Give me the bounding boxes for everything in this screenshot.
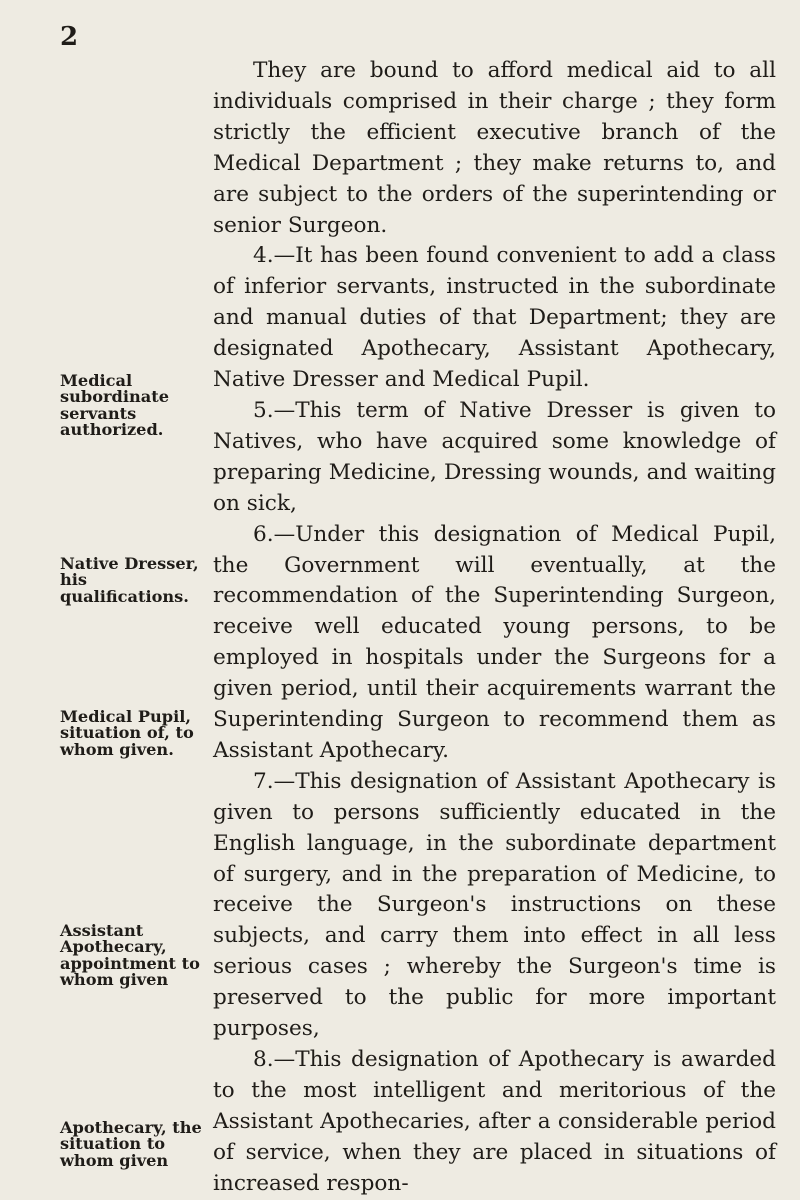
body-text <box>213 56 776 1200</box>
margin-note-assistant-apothecary: Assistant Apothecary, appointment to whom given <box>60 921 200 990</box>
margin-note-medical-subordinates: Medical subordinate servants authorized. <box>60 371 170 440</box>
paragraph-7: 7.—This designation of Assistant Apothecary is given to persons sufficiently educated in the English language, in the subordinate department of surgery, and in the preparation of Medicine, to receive the Surgeon's instructions on these subjects, and carry them into effect in all less serious cases ; whereby the Surgeon's time is preserved to the public for more important purposes, <box>213 768 776 1042</box>
margin-note-medical-pupil: Medical Pupil, situation of, to whom given. <box>60 707 194 759</box>
paragraph-6: 6.—Under this designation of Medical Pupil, the Government will eventually, at the recommendation of the Superintending Surgeon, receive well educated young persons, to be employed in hospitals under the Surgeons for a given period, until their acquirements warrant the Superintending Surgeon to recommend them as Assistant Apothecary. <box>213 521 776 763</box>
margin-note-native-dresser: Native Dresser, his qualifications. <box>60 554 199 606</box>
paragraph-5: 5.—This term of Native Dresser is given to Natives, who have acquired some knowledge of preparing Medicine, Dressing wounds, and waiting on sick, <box>213 397 776 516</box>
paragraph-8: 8.—This designation of Apothecary is awarded to the most intelligent and meritorious of the Assistant Apothecaries, after a considerable period of service, when they are placed in situations of increased respon- <box>213 1047 776 1196</box>
paragraph-4: 4.—It has been found convenient to add a class of inferior servants, instructed in the subordinate and manual duties of that Department; they are designated Apothecary, Assistant Apothecary, Native Dresser and Medical Pupil. <box>213 243 776 393</box>
margin-note-apothecary: Apothecary, the situation to whom given <box>60 1118 202 1170</box>
paragraph-intro: They are bound to afford medical aid to all individuals comprised in their charge ; they form strictly the efficient executive branch of the Medical Department ; they make returns to, and are subject to the orders of the superintending or senior Surgeon. <box>213 58 776 238</box>
page-number: 2 <box>60 22 79 52</box>
